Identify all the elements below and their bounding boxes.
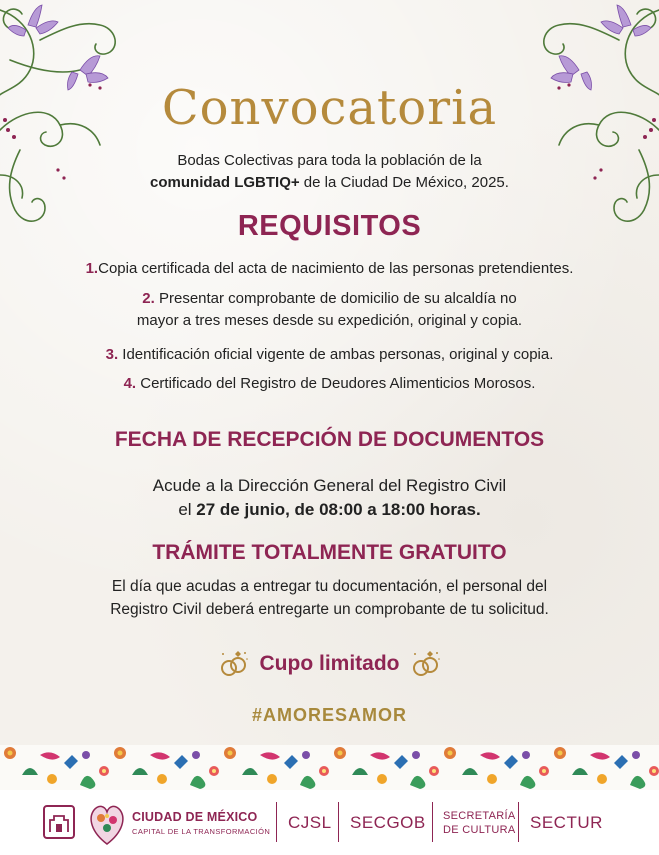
- requirement-item-3: [0, 344, 659, 366]
- requirement-text: Identificación oficial vigente de ambas personas, original y copia.: [118, 346, 554, 363]
- reception-date-prefix: el: [178, 500, 197, 519]
- requirement-item-2: [0, 288, 659, 332]
- limited-spots-label: Cupo limitado: [259, 652, 400, 675]
- cdmx-wordmark: [132, 810, 270, 836]
- folk-art-border-band: [0, 745, 659, 790]
- reception-date-text: [0, 474, 659, 522]
- footer-divider: [518, 802, 519, 842]
- requirement-text: Certificado del Registro de Deudores Alimenticios Morosos.: [136, 375, 536, 392]
- requirement-number: 2.: [142, 290, 155, 307]
- cdmx-slogan: CAPITAL DE LA TRANSFORMACIÓN: [132, 827, 271, 836]
- secretaria-cultura-logo: [443, 790, 515, 855]
- intro-line-1: Bodas Colectivas para toda la población de la: [177, 152, 482, 169]
- intro-city-year: de la Ciudad De México, 2025.: [299, 174, 509, 191]
- footer-divider: [338, 802, 339, 842]
- cdmx-name: CIUDAD DE MÉXICO: [132, 810, 258, 824]
- sectur-logo: SECTUR: [530, 812, 603, 832]
- rings-icon: [218, 648, 250, 680]
- footer-divider: [276, 802, 277, 842]
- free-procedure-text: [0, 575, 659, 621]
- reception-date-time: 27 de junio, de 08:00 a 18:00 horas.: [196, 500, 481, 519]
- free-procedure-line-2: Registro Civil deberá entregarte un comprobante de tu solicitud.: [110, 601, 549, 618]
- requirement-text: Copia certificada del acta de nacimiento de las personas pretendientes.: [98, 260, 574, 277]
- secretaria-cultura-line-1: SECRETARÍA: [443, 809, 516, 822]
- rings-icon: [410, 648, 442, 680]
- intro-line-2: [0, 172, 659, 194]
- requirement-text: Presentar comprobante de domicilio de su alcaldía no: [154, 290, 517, 307]
- cjsl-logo: CJSL: [288, 812, 332, 832]
- hashtag: #AMORESAMOR: [251, 705, 407, 725]
- secgob-logo: SECGOB: [350, 812, 426, 832]
- reception-date-heading: FECHA DE RECEPCIÓN DE DOCUMENTOS: [114, 428, 545, 451]
- requirement-item-1: [0, 258, 659, 280]
- cdmx-shield-icon: [42, 804, 76, 840]
- footer-divider: [432, 802, 433, 842]
- secretaria-cultura-line-2: DE CULTURA: [443, 823, 516, 836]
- cdmx-floral-heart-icon: [86, 796, 128, 848]
- reception-date-line-1: Acude a la Dirección General del Registro Civil: [152, 476, 507, 495]
- intro-text: [0, 150, 659, 194]
- requirement-number: 1.: [85, 260, 99, 277]
- free-procedure-line-1: El día que acudas a entregar tu documentación, el personal del: [111, 578, 548, 595]
- requirements-heading: REQUISITOS: [237, 210, 422, 242]
- free-procedure-heading: TRÁMITE TOTALMENTE GRATUITO: [152, 541, 507, 564]
- limited-spots: [0, 648, 659, 680]
- requirement-number: 4.: [123, 375, 137, 392]
- requirement-number: 3.: [105, 346, 119, 363]
- requirement-text-continued: mayor a tres meses desde su expedición, original y copia.: [136, 312, 523, 329]
- page-title: Convocatoria: [161, 80, 498, 136]
- requirement-item-4: [0, 373, 659, 395]
- intro-community: comunidad LGBTIQ+: [150, 174, 300, 191]
- reception-date-line-2: [0, 498, 659, 522]
- footer: [0, 790, 659, 855]
